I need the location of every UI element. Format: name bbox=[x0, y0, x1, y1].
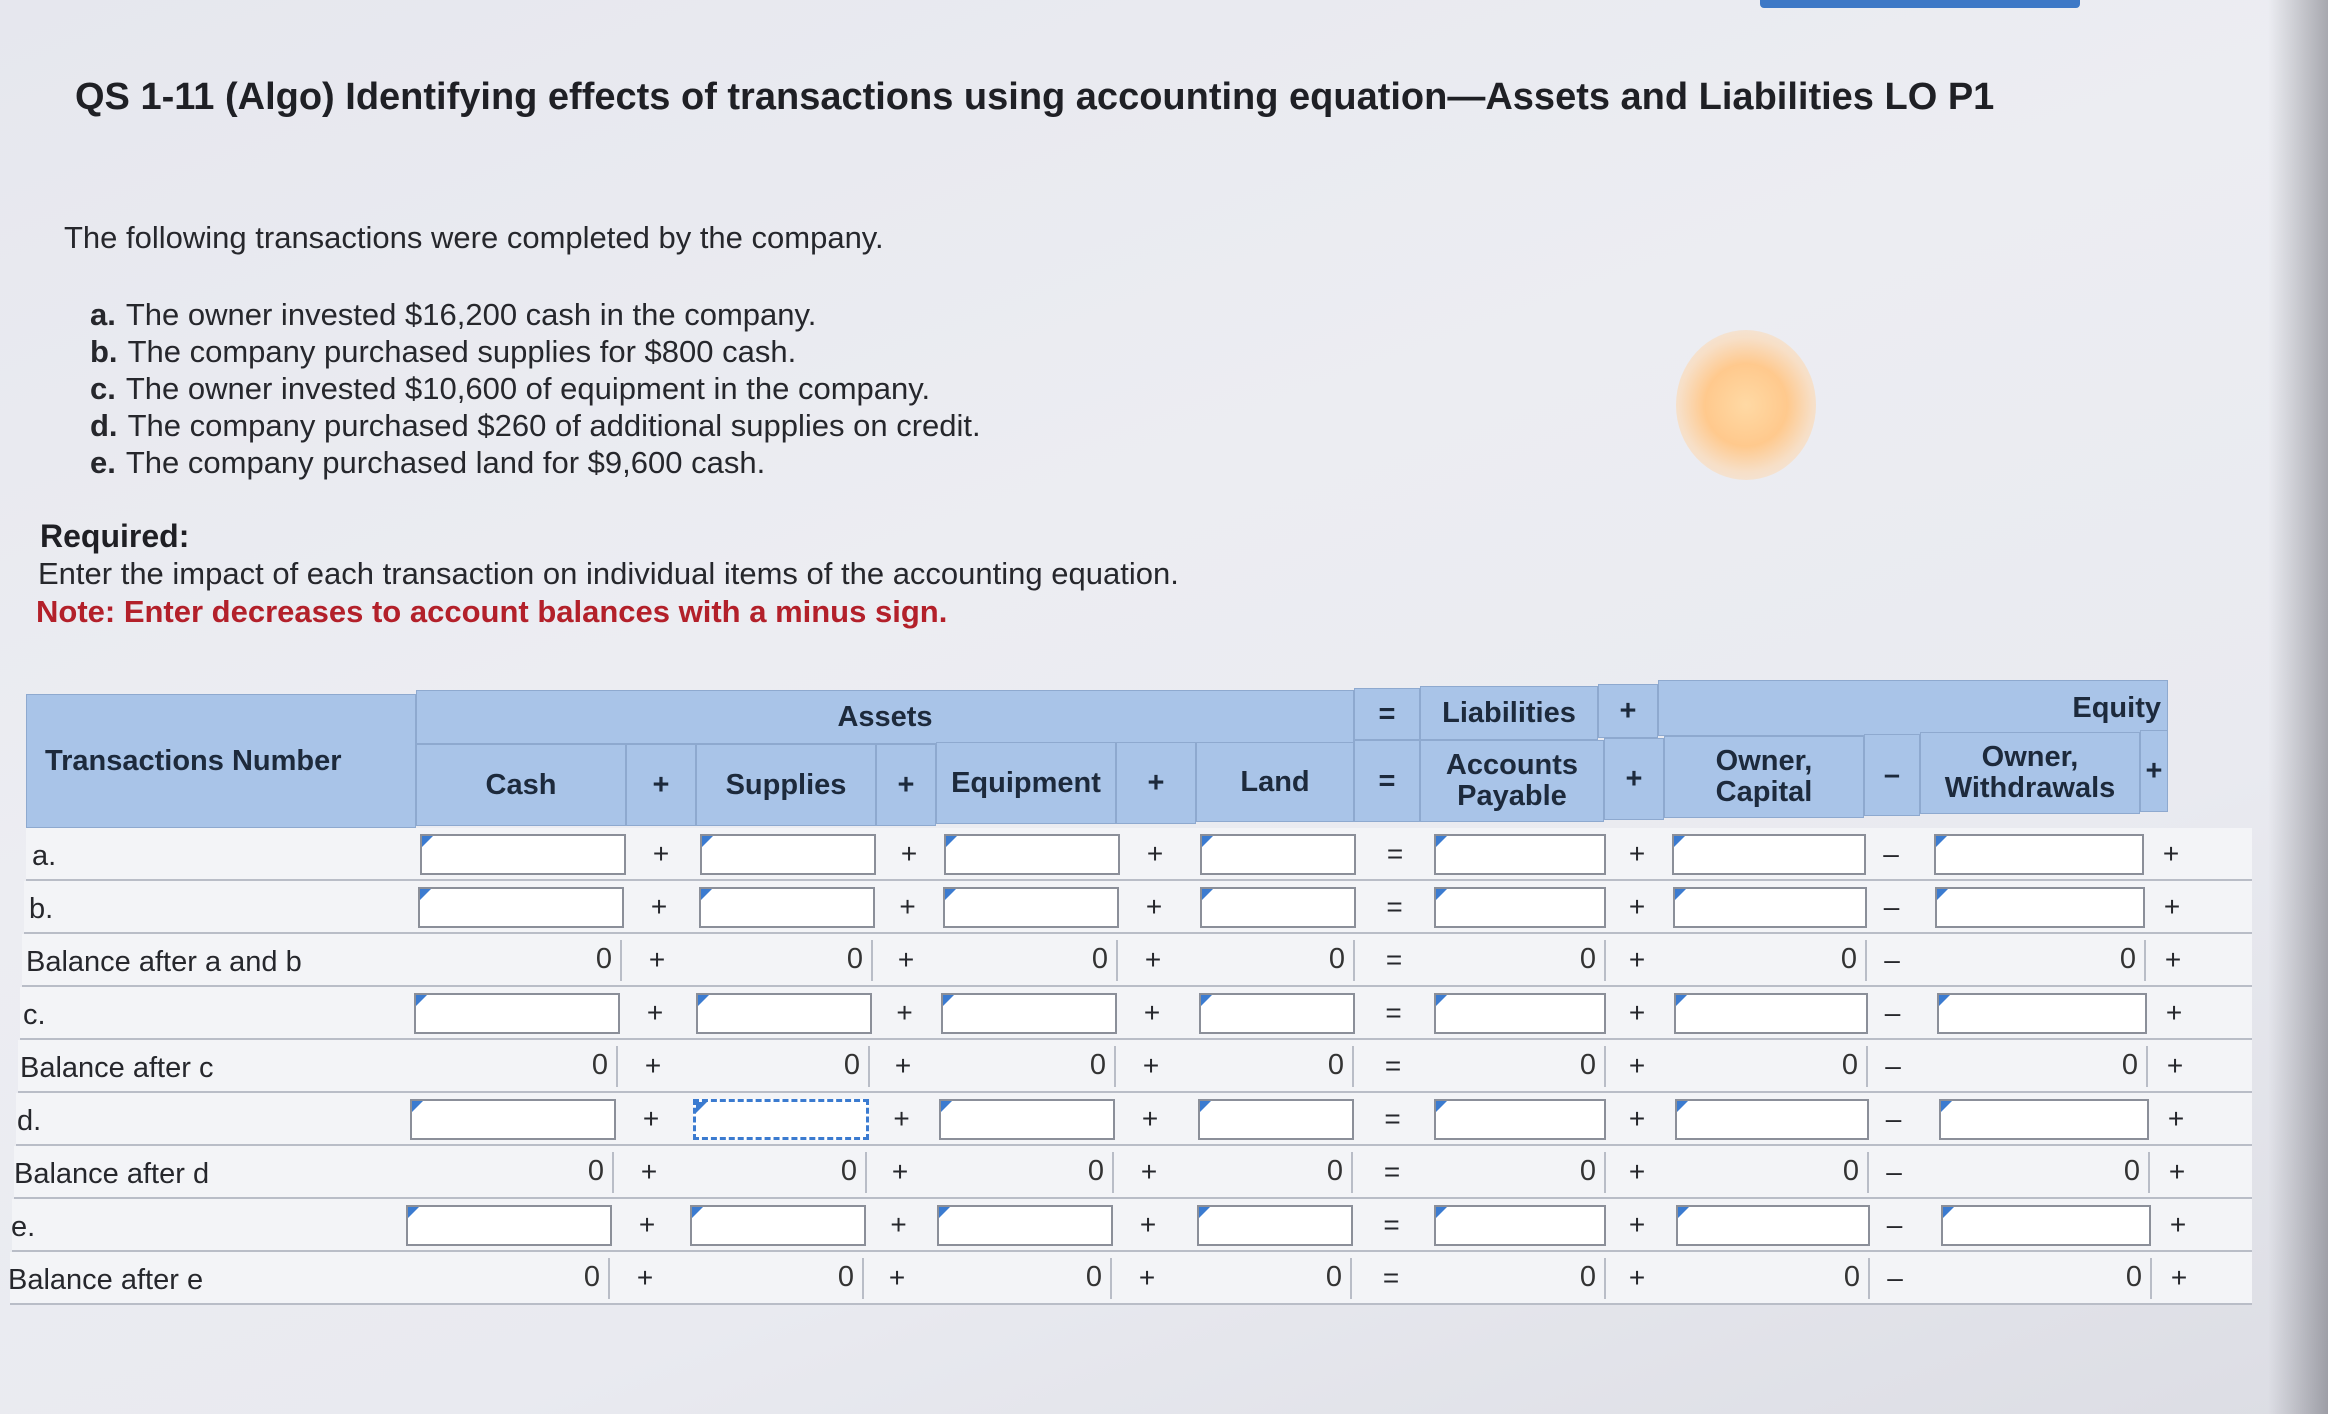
equipment-cell: 0 bbox=[938, 1152, 1114, 1193]
plus-operator: + bbox=[1628, 944, 1646, 975]
cash-cell: 0 bbox=[408, 1152, 614, 1193]
cash-cell: 0 bbox=[404, 1258, 610, 1299]
row-label: e. bbox=[11, 1211, 36, 1243]
plus-operator: + bbox=[2165, 997, 2183, 1028]
header-plus-4: + bbox=[1604, 738, 1664, 820]
accounts-payable-cell: 0 bbox=[1434, 1046, 1606, 1087]
owner-withdrawals-cell[interactable] bbox=[1937, 993, 2147, 1034]
land-cell[interactable] bbox=[1200, 887, 1356, 928]
minus-operator: – bbox=[1886, 1209, 1903, 1240]
cash-cell[interactable] bbox=[420, 834, 626, 875]
transaction-item: e. The company purchased land for $9,600 cash. bbox=[90, 445, 766, 480]
land-cell[interactable] bbox=[1198, 1099, 1354, 1140]
table-row bbox=[26, 828, 2252, 881]
header-plus-2: + bbox=[876, 744, 936, 826]
plus-operator: + bbox=[890, 1209, 907, 1240]
table-row bbox=[24, 881, 2252, 934]
transaction-item: c. The owner invested $10,600 of equipment in the company. bbox=[90, 371, 931, 406]
cash-cell[interactable] bbox=[410, 1099, 616, 1140]
land-cell[interactable] bbox=[1199, 993, 1355, 1034]
plus-operator: + bbox=[900, 838, 918, 869]
accounts-payable-cell[interactable] bbox=[1434, 1099, 1606, 1140]
minus-operator: – bbox=[1883, 891, 1900, 922]
row-label: c. bbox=[23, 999, 46, 1031]
equals-operator: = bbox=[1383, 1209, 1400, 1240]
owner-withdrawals-cell[interactable] bbox=[1934, 834, 2144, 875]
plus-operator: + bbox=[1628, 1103, 1646, 1134]
equipment-cell[interactable] bbox=[939, 1099, 1115, 1140]
equals-operator: = bbox=[1382, 1262, 1400, 1293]
plus-operator: + bbox=[636, 1262, 654, 1293]
accounts-payable-cell[interactable] bbox=[1434, 834, 1606, 875]
header-land: Land bbox=[1196, 742, 1354, 822]
plus-operator: + bbox=[2168, 1156, 2186, 1187]
header-equals-top: = bbox=[1354, 688, 1420, 740]
plus-operator: + bbox=[2162, 838, 2180, 869]
plus-operator: + bbox=[652, 838, 670, 869]
accounts-payable-cell[interactable] bbox=[1434, 887, 1606, 928]
minus-operator: – bbox=[1885, 1050, 1901, 1081]
plus-operator: + bbox=[650, 891, 668, 922]
cash-cell[interactable] bbox=[406, 1205, 612, 1246]
row-label: Balance after e bbox=[8, 1264, 204, 1296]
equals-operator: = bbox=[1383, 1156, 1401, 1187]
plus-operator: + bbox=[646, 997, 664, 1028]
owner-withdrawals-cell: 0 bbox=[1938, 1046, 2148, 1087]
header-accounts-payable: Accounts Payable bbox=[1420, 740, 1604, 822]
header-plus-3: + bbox=[1116, 742, 1196, 824]
plus-operator: + bbox=[644, 1050, 662, 1081]
land-cell[interactable] bbox=[1197, 1205, 1353, 1246]
plus-operator: + bbox=[648, 944, 666, 975]
accounts-payable-cell[interactable] bbox=[1434, 1205, 1606, 1246]
plus-operator: + bbox=[899, 891, 916, 922]
owner-capital-cell[interactable] bbox=[1672, 834, 1866, 875]
plus-operator: + bbox=[642, 1103, 660, 1134]
row-label: Balance after a and b bbox=[26, 946, 302, 978]
supplies-cell[interactable] bbox=[700, 834, 876, 875]
equals-operator: = bbox=[1386, 838, 1404, 869]
land-cell[interactable] bbox=[1200, 834, 1356, 875]
owner-capital-cell[interactable] bbox=[1676, 1205, 1870, 1246]
equipment-cell[interactable] bbox=[944, 834, 1120, 875]
owner-withdrawals-cell[interactable] bbox=[1939, 1099, 2149, 1140]
header-liabilities: Liabilities bbox=[1420, 686, 1598, 740]
supplies-cell: 0 bbox=[694, 1046, 870, 1087]
owner-withdrawals-cell: 0 bbox=[1936, 940, 2146, 981]
equals-operator: = bbox=[1385, 944, 1403, 975]
transaction-item: d. The company purchased $260 of additional supplies on credit. bbox=[90, 408, 981, 443]
header-plus-5: + bbox=[2140, 730, 2168, 812]
plus-operator: + bbox=[897, 944, 915, 975]
plus-operator: + bbox=[1628, 891, 1646, 922]
equipment-cell: 0 bbox=[942, 940, 1118, 981]
table-row bbox=[12, 1199, 2252, 1252]
owner-capital-cell[interactable] bbox=[1674, 993, 1868, 1034]
header-owner-capital: Owner, Capital bbox=[1664, 736, 1864, 818]
supplies-cell[interactable] bbox=[693, 1099, 869, 1140]
transaction-item: a. The owner invested $16,200 cash in the company. bbox=[90, 297, 817, 332]
plus-operator: + bbox=[1628, 1156, 1646, 1187]
owner-capital-cell: 0 bbox=[1675, 1152, 1869, 1193]
plus-operator: + bbox=[891, 1156, 909, 1187]
land-cell: 0 bbox=[1196, 1258, 1352, 1299]
owner-capital-cell[interactable] bbox=[1675, 1099, 1869, 1140]
row-label: a. bbox=[32, 840, 57, 872]
header-transactions-number: Transactions Number bbox=[26, 694, 416, 828]
equipment-cell[interactable] bbox=[943, 887, 1119, 928]
accounts-payable-cell: 0 bbox=[1434, 1152, 1606, 1193]
plus-operator: + bbox=[2169, 1209, 2187, 1240]
header-equipment: Equipment bbox=[936, 742, 1116, 824]
plus-operator: + bbox=[2167, 1103, 2185, 1134]
land-cell: 0 bbox=[1197, 1152, 1353, 1193]
cash-cell: 0 bbox=[412, 1046, 618, 1087]
plus-operator: + bbox=[1628, 1050, 1646, 1081]
plus-operator: + bbox=[2170, 1262, 2188, 1293]
plus-operator: + bbox=[1146, 838, 1164, 869]
plus-operator: + bbox=[1142, 1050, 1160, 1081]
equipment-cell: 0 bbox=[940, 1046, 1116, 1087]
table-row bbox=[22, 934, 2252, 987]
transaction-item: b. The company purchased supplies for $800 cash. bbox=[90, 334, 797, 369]
plus-operator: + bbox=[2166, 1050, 2184, 1081]
question-intro: The following transactions were completed by the company. bbox=[64, 220, 884, 255]
row-label: Balance after d bbox=[14, 1158, 210, 1190]
owner-withdrawals-cell: 0 bbox=[1940, 1152, 2150, 1193]
header-plus-top: + bbox=[1598, 684, 1658, 738]
table-row bbox=[16, 1093, 2252, 1146]
plus-operator: + bbox=[1143, 997, 1161, 1028]
required-note: Note: Enter decreases to account balances with a minus sign. bbox=[36, 594, 948, 629]
accounts-payable-cell: 0 bbox=[1434, 940, 1606, 981]
land-cell: 0 bbox=[1199, 940, 1355, 981]
plus-operator: + bbox=[2164, 944, 2182, 975]
minus-operator: – bbox=[1885, 1103, 1902, 1134]
minus-operator: – bbox=[1884, 997, 1901, 1028]
header-minus: – bbox=[1864, 734, 1920, 816]
owner-capital-cell: 0 bbox=[1674, 1046, 1868, 1087]
header-equals-2: = bbox=[1354, 740, 1420, 822]
plus-operator: + bbox=[638, 1209, 656, 1240]
owner-capital-cell: 0 bbox=[1676, 1258, 1870, 1299]
owner-capital-cell: 0 bbox=[1673, 940, 1867, 981]
row-label: Balance after c bbox=[20, 1052, 214, 1084]
equals-operator: = bbox=[1386, 891, 1403, 922]
accounts-payable-cell[interactable] bbox=[1434, 993, 1606, 1034]
supplies-cell: 0 bbox=[697, 940, 873, 981]
equals-operator: = bbox=[1384, 1050, 1402, 1081]
table-row bbox=[14, 1146, 2252, 1199]
header-cash: Cash bbox=[416, 744, 626, 826]
header-owner-withdrawals: Owner, Withdrawals bbox=[1920, 732, 2140, 814]
plus-operator: + bbox=[2163, 891, 2181, 922]
plus-operator: + bbox=[1141, 1103, 1159, 1134]
cash-cell: 0 bbox=[416, 940, 622, 981]
plus-operator: + bbox=[1628, 997, 1646, 1028]
plus-operator: + bbox=[1139, 1209, 1157, 1240]
minus-operator: – bbox=[1887, 1262, 1903, 1293]
required-heading: Required: bbox=[40, 518, 190, 554]
supplies-cell[interactable] bbox=[699, 887, 875, 928]
plus-operator: + bbox=[1628, 1262, 1646, 1293]
plus-operator: + bbox=[1145, 891, 1163, 922]
land-cell: 0 bbox=[1198, 1046, 1354, 1087]
table-row bbox=[10, 1252, 2252, 1305]
equipment-cell[interactable] bbox=[937, 1205, 1113, 1246]
plus-operator: + bbox=[1628, 1209, 1646, 1240]
minus-operator: – bbox=[1883, 838, 1899, 869]
plus-operator: + bbox=[1628, 838, 1646, 869]
header-equity: Equity bbox=[1658, 680, 2168, 736]
plus-operator: + bbox=[1144, 944, 1162, 975]
owner-withdrawals-cell[interactable] bbox=[1941, 1205, 2151, 1246]
cash-cell[interactable] bbox=[414, 993, 620, 1034]
plus-operator: + bbox=[640, 1156, 658, 1187]
owner-capital-cell[interactable] bbox=[1673, 887, 1867, 928]
equipment-cell: 0 bbox=[936, 1258, 1112, 1299]
supplies-cell[interactable] bbox=[690, 1205, 866, 1246]
plus-operator: + bbox=[894, 1050, 912, 1081]
equipment-cell[interactable] bbox=[941, 993, 1117, 1034]
plus-operator: + bbox=[893, 1103, 910, 1134]
row-label: d. bbox=[17, 1105, 42, 1137]
header-supplies: Supplies bbox=[696, 744, 876, 826]
owner-withdrawals-cell[interactable] bbox=[1935, 887, 2145, 928]
minus-operator: – bbox=[1884, 944, 1900, 975]
cash-cell[interactable] bbox=[418, 887, 624, 928]
supplies-cell: 0 bbox=[691, 1152, 867, 1193]
header-plus-1: + bbox=[626, 744, 696, 826]
equals-operator: = bbox=[1384, 1103, 1401, 1134]
header-assets: Assets bbox=[416, 690, 1354, 744]
plus-operator: + bbox=[896, 997, 913, 1028]
equals-operator: = bbox=[1385, 997, 1402, 1028]
accounts-payable-cell: 0 bbox=[1434, 1258, 1606, 1299]
minus-operator: – bbox=[1886, 1156, 1902, 1187]
table-row bbox=[20, 987, 2252, 1040]
supplies-cell: 0 bbox=[688, 1258, 864, 1299]
table-row bbox=[18, 1040, 2252, 1093]
required-text: Enter the impact of each transaction on individual items of the accounting equation. bbox=[38, 556, 1179, 591]
row-label: b. bbox=[29, 893, 54, 925]
plus-operator: + bbox=[1140, 1156, 1158, 1187]
question-title: QS 1-11 (Algo) Identifying effects of transactions using accounting equation—Assets and Liabilities LO P1 bbox=[75, 76, 1995, 118]
owner-withdrawals-cell: 0 bbox=[1942, 1258, 2152, 1299]
plus-operator: + bbox=[888, 1262, 906, 1293]
supplies-cell[interactable] bbox=[696, 993, 872, 1034]
plus-operator: + bbox=[1138, 1262, 1156, 1293]
